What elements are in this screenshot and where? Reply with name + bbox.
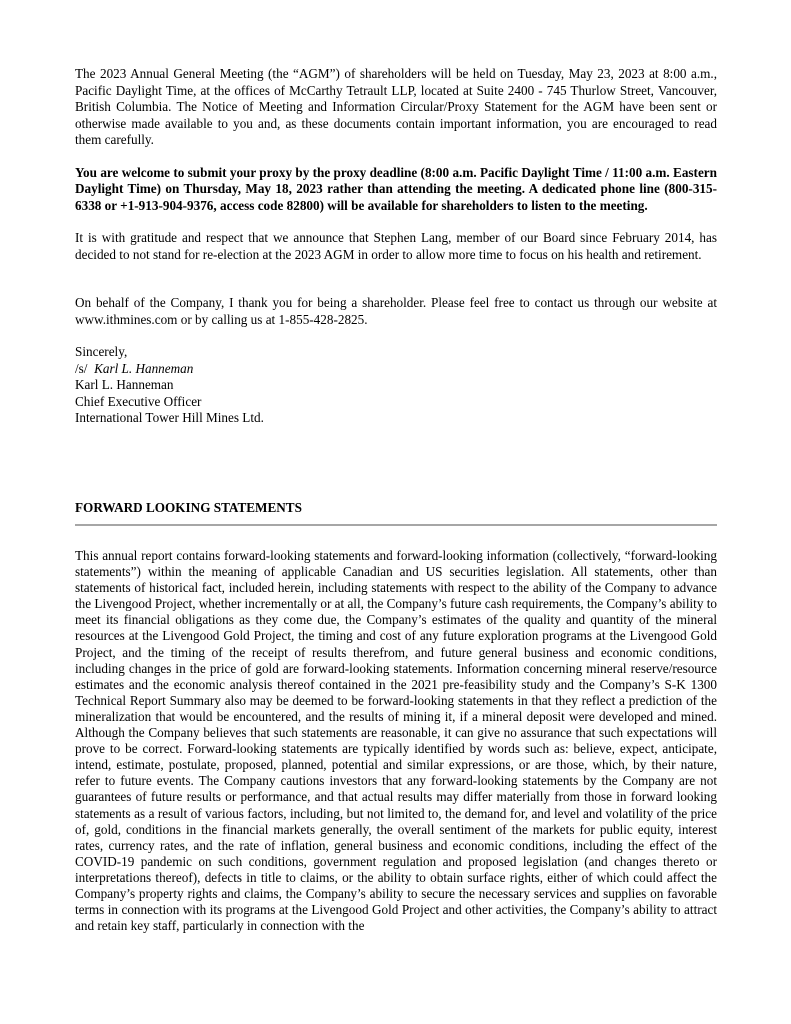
thanks-paragraph: On behalf of the Company, I thank you for being a shareholder. Please feel free to contact us through our website at www.ithmines.com or by calling us at 1-855-428-2825.: [75, 295, 717, 327]
section-heading: FORWARD LOOKING STATEMENTS: [75, 500, 302, 515]
signer-name: Karl L. Hanneman: [75, 377, 174, 392]
board-paragraph: It is with gratitude and respect that we announce that Stephen Lang, member of our Board since February 2014, has decided to not stand for re-election at the 2023 AGM in order to allow more time to focus on his health and retirement.: [75, 230, 717, 262]
letter-body: [75, 66, 717, 427]
forward-looking-paragraph: This annual report contains forward-looking statements and forward-looking information (collectively, “forward-looking statements”) within the meaning of applicable Canadian and US securities legislation. All statements, other than statements of historical fact, included herein, including statements with respect to the ability of the Company to advance the Livengood Project, whether incrementally or at all, the Company’s future cash requirements, the Company’s ability to meet its financial obligations as they come due, the Company’s estimates of the quality and quantity of the mineral resources at the Livengood Gold Project, the timing and cost of any future exploration programs at the Livengood Gold Project, and the timing of the receipt of results therefrom, and future general business and economic conditions, including changes in the price of gold are forward-looking statements. Information concerning mineral reserve/resource estimates and the economic analysis thereof contained in the 2021 pre-feasibility study and the Company’s S-K 1300 Technical Report Summary also may be deemed to be forward-looking statements in that they reflect a prediction of the mineralization that would be encountered, and the results of mining it, if a mineral deposit were developed and mined. Although the Company believes that such statements are reasonable, it can give no assurance that such expectations will prove to be correct. Forward-looking statements are typically identified by words such as: believe, expect, anticipate, intend, estimate, postulate, proposed, planned, potential and similar expressions, or are those, which, by their nature, refer to future events. The Company cautions investors that any forward-looking statements by the Company are not guarantees of future results or performance, and that actual results may differ materially from those in forward looking statements as a result of various factors, including, but not limited to, the demand for, and level and volatility of the price of, gold, conditions in the financial markets generally, the overall sentiment of the markets for public equity, interest rates, currency rates, and the rate of inflation, general business and economic conditions, including the effect of the COVID-19 pandemic on such conditions, government regulation and proposed legislation (and changes thereto or interpretations thereof), defects in title to claims, or the ability to obtain surface rights, either of which could affect the Company’s property rights and claims, the Company’s ability to secure the necessary services and supplies on favorable terms in connection with its programs at the Livengood Gold Project and other activities, the Company’s ability to attract and retain key staff, particularly in connection with the: [75, 548, 717, 934]
signature-block: [75, 344, 717, 427]
agm-paragraph: The 2023 Annual General Meeting (the “AGM”) of shareholders will be held on Tuesday, May 23, 2023 at 8:00 a.m., Pacific Daylight Time, at the offices of McCarthy Tetrault LLP, located at Suite 2400 - 745 Thurlow Street, Vancouver, British Columbia. The Notice of Meeting and Information Circular/Proxy Statement for the AGM have been sent or otherwise made available to you and, as these documents contain important information, you are encouraged to read them carefully.: [75, 66, 717, 147]
electronic-signature: [75, 361, 717, 378]
signature-name: Karl L. Hanneman: [94, 360, 194, 376]
signer-title: Chief Executive Officer: [75, 393, 202, 409]
signer-company: International Tower Hill Mines Ltd.: [75, 410, 264, 425]
closing: Sincerely,: [75, 344, 128, 359]
signature-prefix: /s/: [75, 360, 88, 376]
forward-looking-section: [75, 548, 717, 934]
proxy-paragraph: You are welcome to submit your proxy by the proxy deadline (8:00 a.m. Pacific Daylight Time / 11:00 a.m. Eastern Daylight Time) on Thursday, May 18, 2023 rather than attending the meeting. A dedicated phone line (800-315-6338 or +1-913-904-9376, access code 82800) will be available for shareholders to listen to the meeting.: [75, 164, 717, 213]
section-divider: [75, 524, 717, 526]
